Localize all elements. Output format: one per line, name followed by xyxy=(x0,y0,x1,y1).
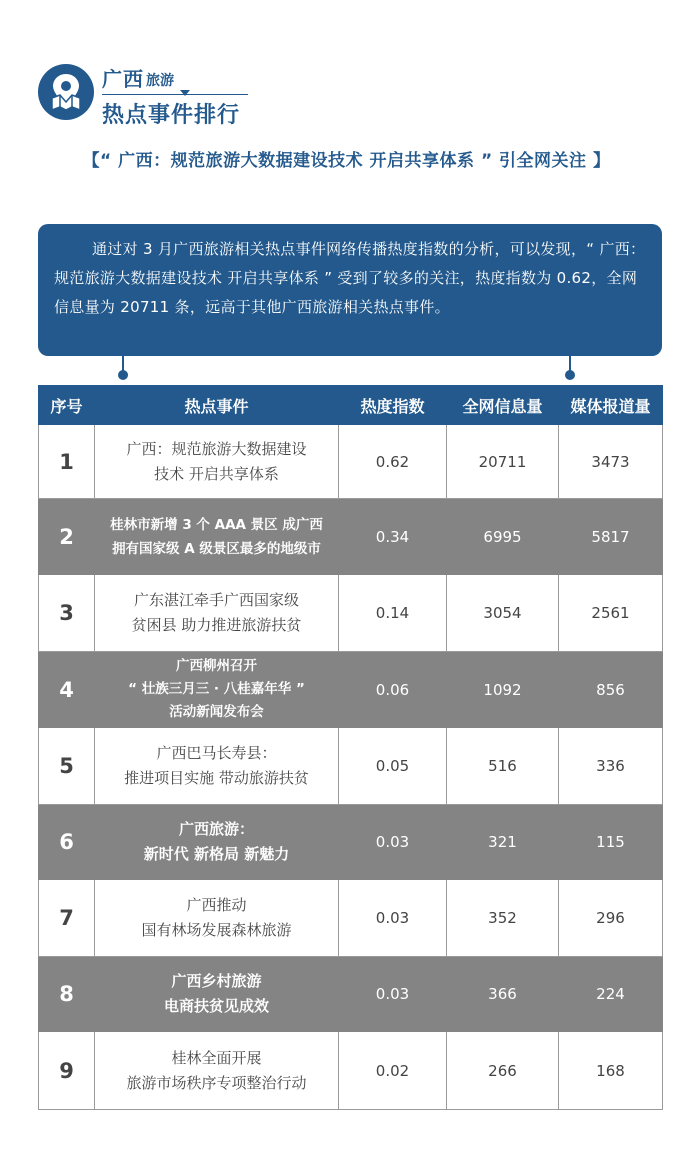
event-line: 旅游市场秩序专项整治行动 xyxy=(126,1073,307,1092)
heat-cell: 0.62 xyxy=(339,425,447,499)
heat-cell: 0.34 xyxy=(339,499,447,575)
brand-divider-tick xyxy=(180,90,190,96)
brand-sub-text: 旅游 xyxy=(146,73,174,89)
event-line: 广西：规范旅游大数据建设 xyxy=(126,439,307,458)
media-cell: 336 xyxy=(559,728,663,805)
media-cell: 856 xyxy=(559,652,663,728)
brand-main-text: 广西 xyxy=(102,67,144,91)
event-cell xyxy=(95,652,339,728)
heat-cell: 0.03 xyxy=(339,880,447,957)
rank-cell: 3 xyxy=(39,575,95,652)
event-cell xyxy=(95,728,339,805)
summary-text: 通过对 3 月广西旅游相关热点事件网络传播热度指数的分析，可以发现，“ 广西：规范旅游大数据建设技术 开启共享体系 ” 受到了较多的关注，热度指数为 0.62，全网信息量为 20711 条，远高于其他广西旅游相关热点事件。 xyxy=(54,240,646,316)
event-line: 广西柳州召开 xyxy=(176,658,257,674)
brand-name xyxy=(102,62,174,92)
event-line: 推进项目实施 带动旅游扶贫 xyxy=(124,769,309,787)
info-cell: 516 xyxy=(447,728,559,805)
heat-cell: 0.03 xyxy=(339,805,447,880)
heat-cell: 0.14 xyxy=(339,575,447,652)
rank-cell: 8 xyxy=(39,957,95,1032)
heat-cell: 0.02 xyxy=(339,1032,447,1110)
connector-dot-left xyxy=(118,370,128,380)
info-cell: 6995 xyxy=(447,499,559,575)
table-row xyxy=(39,957,663,1032)
table-row xyxy=(39,728,663,805)
media-cell: 296 xyxy=(559,880,663,957)
heat-cell: 0.03 xyxy=(339,957,447,1032)
rank-cell: 5 xyxy=(39,728,95,805)
header-media: 媒体报道量 xyxy=(559,386,663,425)
event-line: 广西巴马长寿县： xyxy=(156,744,277,762)
heat-cell: 0.06 xyxy=(339,652,447,728)
event-line: 新时代 新格局 新魅力 xyxy=(143,845,290,863)
rank-cell: 2 xyxy=(39,499,95,575)
header-rank: 序号 xyxy=(39,386,95,425)
info-cell: 3054 xyxy=(447,575,559,652)
table-row xyxy=(39,425,663,499)
event-line: 技术 开启共享体系 xyxy=(154,464,279,483)
event-line: 拥有国家级 A 级景区最多的地级市 xyxy=(112,540,321,557)
event-cell xyxy=(95,1032,339,1110)
event-line: 广西旅游： xyxy=(178,820,254,838)
event-line: 桂林全面开展 xyxy=(171,1048,262,1067)
page-title: 热点事件排行 xyxy=(102,103,241,128)
event-line: 活动新闻发布会 xyxy=(169,704,264,720)
heat-cell: 0.05 xyxy=(339,728,447,805)
table-row xyxy=(39,880,663,957)
event-cell xyxy=(95,880,339,957)
header-heat: 热度指数 xyxy=(339,386,447,425)
header-info: 全网信息量 xyxy=(447,386,559,425)
info-cell: 1092 xyxy=(447,652,559,728)
table-row xyxy=(39,1032,663,1110)
media-cell: 3473 xyxy=(559,425,663,499)
info-cell: 266 xyxy=(447,1032,559,1110)
ranking-table xyxy=(38,385,663,1110)
rank-cell: 7 xyxy=(39,880,95,957)
event-line: 电商扶贫见成效 xyxy=(163,997,269,1015)
rank-cell: 4 xyxy=(39,652,95,728)
rank-cell: 1 xyxy=(39,425,95,499)
table-row xyxy=(39,652,663,728)
headline: 【“ 广西：规范旅游大数据建设技术 开启共享体系 ” 引全网关注 】 xyxy=(82,151,611,171)
rank-cell: 9 xyxy=(39,1032,95,1110)
table-header-row xyxy=(39,386,663,425)
media-cell: 2561 xyxy=(559,575,663,652)
rank-cell: 6 xyxy=(39,805,95,880)
map-pin-icon xyxy=(38,64,94,120)
media-cell: 168 xyxy=(559,1032,663,1110)
media-cell: 5817 xyxy=(559,499,663,575)
brand-header xyxy=(38,62,298,130)
summary-box xyxy=(38,224,662,356)
media-cell: 115 xyxy=(559,805,663,880)
event-line: “ 壮族三月三 · 八桂嘉年华 ” xyxy=(128,681,305,697)
event-line: 国有林场发展森林旅游 xyxy=(141,921,292,939)
connector-dot-right xyxy=(565,370,575,380)
event-cell xyxy=(95,805,339,880)
event-cell xyxy=(95,575,339,652)
table-row xyxy=(39,499,663,575)
event-line: 广西推动 xyxy=(186,896,247,914)
info-cell: 321 xyxy=(447,805,559,880)
event-line: 贫困县 助力推进旅游扶贫 xyxy=(131,616,302,634)
info-cell: 20711 xyxy=(447,425,559,499)
header-event: 热点事件 xyxy=(95,386,339,425)
table-row xyxy=(39,805,663,880)
event-cell xyxy=(95,499,339,575)
table-row xyxy=(39,575,663,652)
media-cell: 224 xyxy=(559,957,663,1032)
event-line: 桂林市新增 3 个 AAA 景区 成广西 xyxy=(110,516,323,533)
info-cell: 366 xyxy=(447,957,559,1032)
info-cell: 352 xyxy=(447,880,559,957)
event-line: 广西乡村旅游 xyxy=(171,972,262,990)
event-cell xyxy=(95,425,339,499)
event-cell xyxy=(95,957,339,1032)
event-line: 广东湛江牵手广西国家级 xyxy=(133,591,299,609)
brand-divider xyxy=(102,94,248,95)
